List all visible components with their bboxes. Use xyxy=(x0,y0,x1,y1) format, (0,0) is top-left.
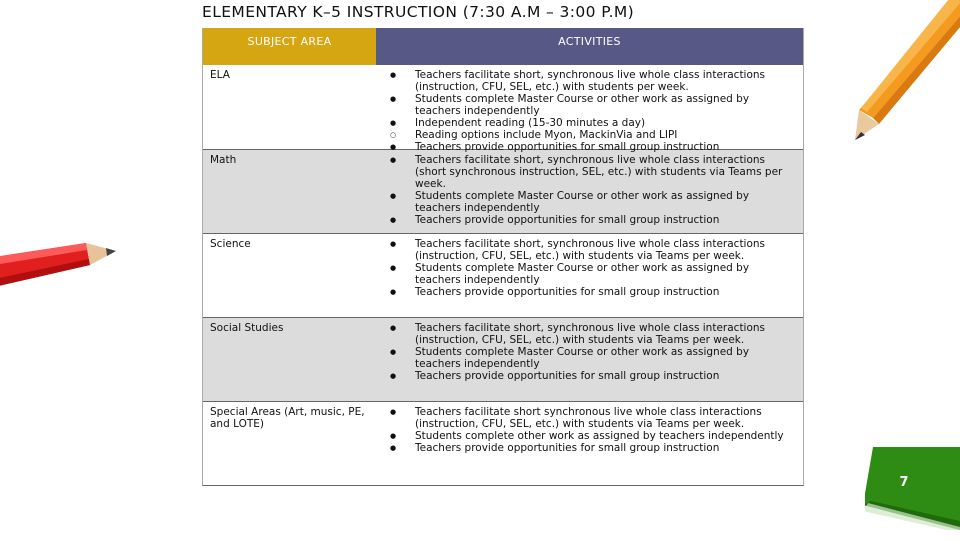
activities-cell xyxy=(376,402,803,485)
subject-area-header: SUBJECT AREA xyxy=(203,28,376,65)
table-row xyxy=(203,317,803,401)
slide-title: ELEMENTARY K–5 INSTRUCTION (7:30 A.M – 3:00 P.M) xyxy=(202,3,635,21)
activity-item: ● Students complete Master Course or other work as assigned by teachers independently xyxy=(390,190,797,214)
subject-cell: ELA xyxy=(210,69,230,81)
activity-item: ● Teachers facilitate short, synchronous live whole class interactions (instruction, CFU, SEL, etc.) with students per week. xyxy=(390,69,797,93)
activities-header: ACTIVITIES xyxy=(376,28,803,65)
activities-cell xyxy=(376,318,803,401)
subject-cell: Science xyxy=(210,238,251,250)
activity-list xyxy=(390,238,797,298)
subject-cell: Math xyxy=(210,154,237,166)
activity-item: ● Teachers facilitate short, synchronous live whole class interactions (short synchronous instruction, SEL, etc.) with students via Teams per week. xyxy=(390,154,797,190)
activity-item: ● Students complete Master Course or other work as assigned by teachers independently xyxy=(390,346,797,370)
subject-cell: Special Areas (Art, music, PE, and LOTE) xyxy=(210,406,365,430)
activities-cell xyxy=(376,150,803,233)
table-row xyxy=(203,149,803,233)
activity-item: ● Students complete Master Course or other work as assigned by teachers independently xyxy=(390,93,797,117)
instruction-table xyxy=(202,28,804,486)
activity-list xyxy=(390,69,797,153)
activity-item: ● Teachers provide opportunities for small group instruction xyxy=(390,370,797,382)
activity-item: ● Students complete Master Course or other work as assigned by teachers independently xyxy=(390,262,797,286)
activity-item: ● Independent reading (15-30 minutes a day) xyxy=(390,117,797,129)
table-row xyxy=(203,233,803,317)
activity-item: ● Teachers provide opportunities for small group instruction xyxy=(390,141,797,153)
activity-subitem xyxy=(390,129,797,141)
subject-cell: Social Studies xyxy=(210,322,284,334)
page-number: 7 xyxy=(899,475,909,490)
activity-item: ● Teachers facilitate short, synchronous live whole class interactions (instruction, CFU, SEL, etc.) with students via Teams per week. xyxy=(390,238,797,262)
activity-list xyxy=(390,154,797,226)
activity-item: ● Teachers provide opportunities for small group instruction xyxy=(390,286,797,298)
activity-item: ● Teachers facilitate short synchronous live whole class interactions (instruction, CFU, SEL, etc.) with students via Teams per week. xyxy=(390,406,797,430)
activities-cell xyxy=(376,65,803,153)
activity-item: ● Teachers facilitate short, synchronous live whole class interactions (instruction, CFU, SEL, etc.) with students via Teams per week. xyxy=(390,322,797,346)
activity-list xyxy=(390,406,797,454)
table-row xyxy=(203,65,803,153)
activity-subitem-text: Reading options include Myon, MackinVia and LIPI xyxy=(415,129,678,141)
activities-cell xyxy=(376,234,803,317)
table-header xyxy=(203,28,803,65)
activity-item: ● Teachers provide opportunities for small group instruction xyxy=(390,442,797,454)
red-pencil-icon xyxy=(0,235,120,305)
activity-item: ● Teachers provide opportunities for small group instruction xyxy=(390,214,797,226)
activity-list xyxy=(390,322,797,382)
orange-pencil-icon xyxy=(845,0,960,145)
activity-item: ● Students complete other work as assigned by teachers independently xyxy=(390,430,797,442)
table-row xyxy=(203,401,803,485)
